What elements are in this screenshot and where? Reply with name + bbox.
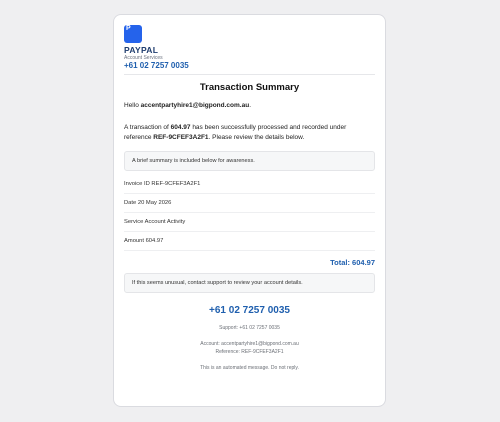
footer-account: Account: accentpartyhire1@bigpond.com.au [200, 341, 299, 347]
email-card [113, 14, 386, 407]
message-part1: A transaction of [124, 124, 171, 131]
footer-automated: This is an automated message. Do not reply. [200, 365, 299, 371]
paypal-logo-icon [124, 25, 142, 43]
detail-service: Service Account Activity [124, 213, 375, 232]
footer-support: Support: +61 02 7257 0035 [219, 325, 280, 331]
detail-amount: Amount 604.97 [124, 232, 375, 251]
support-phone-link[interactable]: +61 02 7257 0035 [209, 305, 290, 316]
footer-reference: Reference: REF-9CFEF3A2F1 [215, 349, 284, 355]
message-part2: has been successfully processed and recorded under reference [124, 124, 347, 141]
logo-letter: P [126, 25, 131, 32]
header-phone-link[interactable]: +61 02 7257 0035 [124, 61, 189, 70]
greeting [124, 101, 375, 111]
message-reference: REF-9CFEF3A2F1 [153, 134, 209, 141]
greeting-prefix: Hello [124, 102, 141, 109]
total-amount: Total: 604.97 [330, 258, 375, 267]
greeting-suffix: . [249, 102, 251, 109]
transaction-message [124, 123, 375, 143]
message-part3: . Please review the details below. [208, 134, 305, 141]
message-amount: 604.97 [170, 124, 191, 131]
header-divider [124, 74, 375, 75]
brand-name: PAYPAL [124, 45, 159, 55]
brand-subtitle: Account Services [124, 55, 163, 61]
page-title: Transaction Summary [199, 82, 300, 93]
greeting-email: accentpartyhire1@bigpond.com.au [140, 102, 250, 109]
detail-invoice-id: Invoice ID REF-9CFEF3A2F1 [124, 175, 375, 194]
support-notice: If this seems unusual, contact support to review your account details. [124, 273, 375, 293]
summary-notice: A brief summary is included below for awareness. [124, 151, 375, 171]
details-list [124, 175, 375, 251]
detail-date: Date 20 May 2026 [124, 194, 375, 213]
